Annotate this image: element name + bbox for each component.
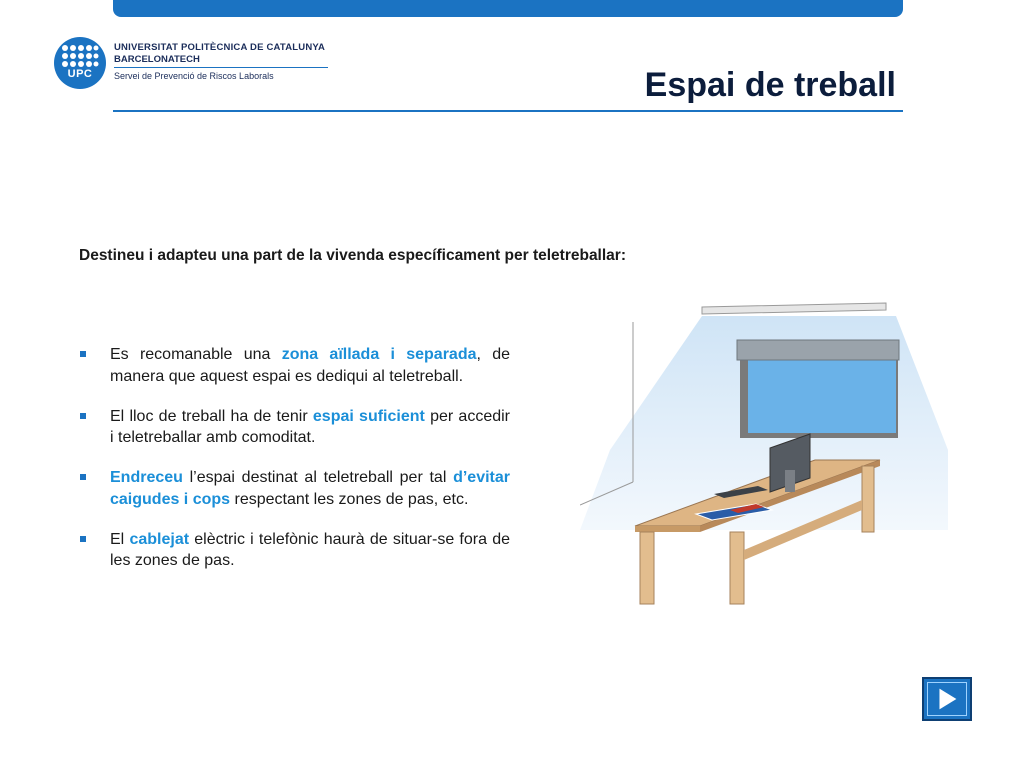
bullet-item: Endreceu l’espai destinat al teletreball per tal d’evitar caigudes i cops respectant les zones de pas, etc.: [78, 467, 510, 510]
intro-text: Destineu i adapteu una part de la vivenda específicament per teletreballar:: [79, 247, 626, 264]
workspace-illustration: [580, 300, 950, 610]
square-bullet-icon: [80, 413, 86, 419]
top-bar: [113, 0, 903, 17]
monitor-stand: [785, 470, 795, 492]
square-bullet-icon: [80, 474, 86, 480]
ceiling-lamp: [702, 303, 886, 314]
page-title: Espai de treball: [644, 66, 896, 104]
window-blind: [737, 340, 899, 360]
desk-leg: [730, 532, 744, 604]
tech-text: TECH: [174, 54, 200, 65]
highlight: zona aïllada i separada: [281, 346, 477, 363]
highlight: espai suficient: [312, 407, 425, 425]
barcelona-text: BARCELONA: [114, 54, 174, 65]
highlight: cablejat: [129, 530, 190, 548]
highlight: Endreceu: [110, 469, 183, 486]
upc-logo: [54, 37, 106, 89]
university-name: UNIVERSITAT POLITÈCNICA DE CATALUNYA: [114, 42, 326, 53]
highlight: d’evitar caigudes i cops: [110, 469, 510, 508]
next-slide-button[interactable]: [922, 677, 972, 721]
bullet-list: [78, 344, 510, 590]
university-sub: [114, 54, 200, 65]
play-arrow-icon: [928, 683, 966, 715]
bullet-item: El cablejat elèctric i telefònic haurà de situar-se fora de les zones de pas.: [78, 529, 510, 572]
desk-leg: [640, 532, 654, 604]
bullet-item: Es recomanable una zona aïllada i separada, de manera que aquest espai es dediqui al teletreball.: [78, 344, 510, 387]
square-bullet-icon: [80, 536, 86, 542]
service-name: Servei de Prevenció de Riscos Laborals: [114, 71, 274, 81]
logo-dots-icon: [60, 43, 100, 69]
desk-edge: [635, 526, 700, 532]
bullet-item: El lloc de treball ha de tenir espai suficient per accedir i teletreballar amb comoditat.: [78, 406, 510, 449]
logo-text: UPC: [67, 68, 93, 80]
header-rule: [114, 67, 328, 68]
window-glass: [748, 358, 896, 433]
title-rule: [113, 110, 903, 112]
desk-leg: [862, 466, 874, 532]
square-bullet-icon: [80, 351, 86, 357]
